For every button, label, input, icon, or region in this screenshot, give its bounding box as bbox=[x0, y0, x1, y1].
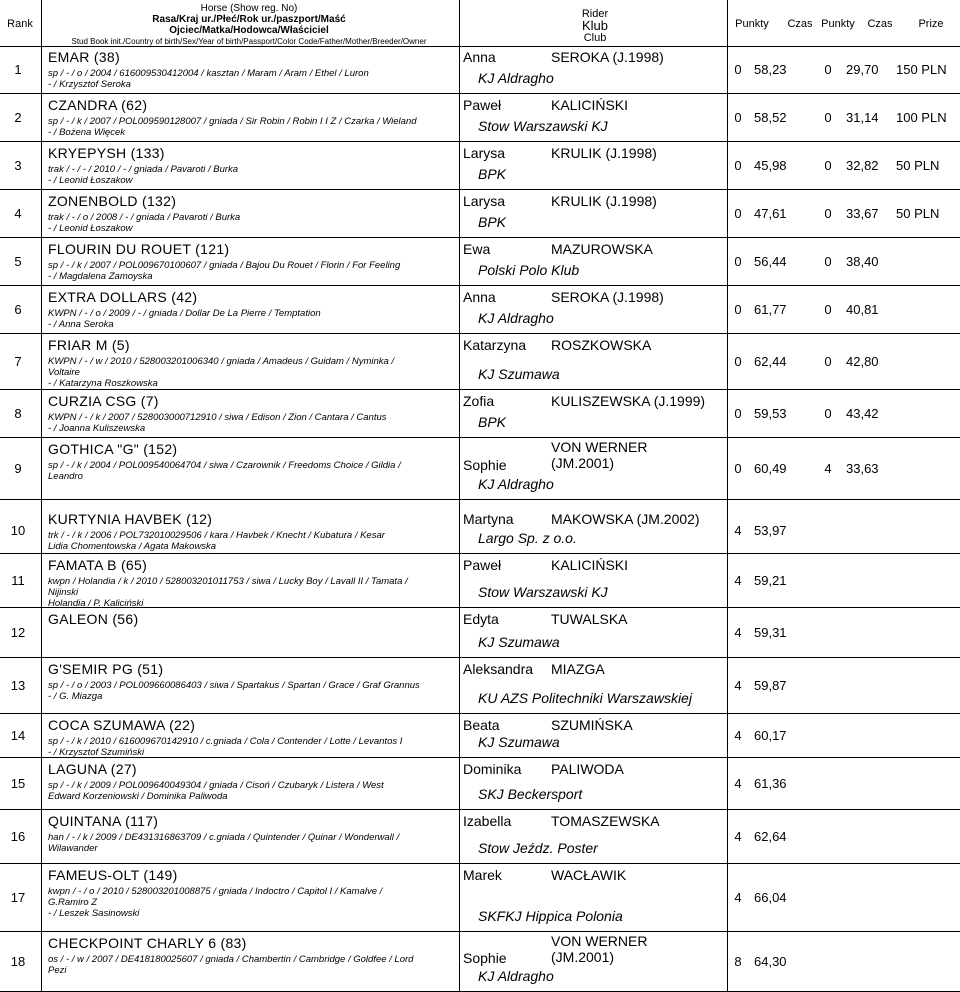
horse-details: sp / - / k / 2007 / POL009670100607 / gniada / Bajou Du Rouet / Florin / For Feeling - / Magdalena Zamoyska bbox=[48, 260, 401, 282]
header-horse-line4: Stud Book init./Country of birth/Sex/Year of birth/Passport/Color Code/Father/Mother/Breeder/Owner bbox=[71, 37, 427, 46]
horse-name: CHECKPOINT CHARLY 6 (83) bbox=[48, 935, 247, 951]
rank-cell: 14 bbox=[10, 728, 26, 743]
round1-points: 4 bbox=[734, 890, 742, 905]
rank-cell: 17 bbox=[10, 890, 26, 905]
rank-cell: 18 bbox=[10, 954, 26, 969]
header-punkty-1: Punkty bbox=[735, 18, 769, 30]
table-row bbox=[0, 864, 960, 932]
rider-last-name: WACŁAWIK bbox=[551, 867, 627, 883]
round1-points: 0 bbox=[734, 62, 742, 77]
horse-name: FAMEUS-OLT (149) bbox=[48, 867, 178, 883]
rider-first-name: Sophie bbox=[463, 457, 507, 473]
round2-time: 38,40 bbox=[846, 254, 879, 269]
round1-time: 62,64 bbox=[754, 829, 787, 844]
round1-points: 4 bbox=[734, 625, 742, 640]
round1-points: 4 bbox=[734, 829, 742, 844]
rider-first-name: Aleksandra bbox=[463, 661, 534, 677]
horse-name: FLOURIN DU ROUET (121) bbox=[48, 241, 230, 257]
round1-points: 0 bbox=[734, 302, 742, 317]
rider-last-name: MIAZGA bbox=[551, 661, 605, 677]
header-punkty-2: Punkty bbox=[821, 18, 855, 30]
round2-time: 32,82 bbox=[846, 158, 879, 173]
club-name: KJ Aldragho bbox=[478, 968, 554, 984]
horse-name: EMAR (38) bbox=[48, 49, 120, 65]
table-row bbox=[0, 758, 960, 810]
round1-points: 0 bbox=[734, 206, 742, 221]
round1-points: 4 bbox=[734, 523, 742, 538]
round1-points: 0 bbox=[734, 461, 742, 476]
rider-first-name: Zofia bbox=[463, 393, 495, 409]
rank-cell: 10 bbox=[10, 523, 26, 538]
header-club-label: Club bbox=[583, 32, 607, 44]
rider-first-name: Sophie bbox=[463, 950, 507, 966]
header-horse-line2: Rasa/Kraj ur./Płeć/Rok ur./paszport/Maść bbox=[152, 14, 346, 25]
rider-last-name: TUWALSKA bbox=[551, 611, 628, 627]
round1-time: 66,04 bbox=[754, 890, 787, 905]
table-row bbox=[0, 438, 960, 500]
club-name: KJ Szumawa bbox=[478, 634, 560, 650]
horse-details: KWPN / - / o / 2009 / - / gniada / Dollar De La Pierre / Temptation - / Anna Seroka bbox=[48, 308, 321, 330]
club-name: KU AZS Politechniki Warszawskiej bbox=[478, 690, 692, 706]
rank-cell: 15 bbox=[10, 776, 26, 791]
header-klub-label: Klub bbox=[581, 18, 609, 33]
table-row bbox=[0, 554, 960, 608]
rank-cell: 12 bbox=[10, 625, 26, 640]
horse-details: KWPN / - / k / 2007 / 528003000712910 / siwa / Edison / Zion / Cantara / Cantus - / Joanna Kuliszewska bbox=[48, 412, 387, 434]
round1-time: 59,87 bbox=[754, 678, 787, 693]
horse-details: sp / - / o / 2004 / 616009530412004 / kasztan / Maram / Aram / Ethel / Luron - / Krzysztof Seroka bbox=[48, 68, 369, 90]
horse-name: KRYEPYSH (133) bbox=[48, 145, 165, 161]
round2-time: 43,42 bbox=[846, 406, 879, 421]
round1-time: 53,97 bbox=[754, 523, 787, 538]
round1-points: 4 bbox=[734, 573, 742, 588]
horse-details: sp / - / k / 2010 / 616009670142910 / c.gniada / Cola / Contender / Lotte / Levantos I - / Krzysztof Szumiński bbox=[48, 736, 403, 758]
header-czas-2: Czas bbox=[867, 18, 893, 30]
round1-points: 0 bbox=[734, 110, 742, 125]
rider-last-name: MAKOWSKA (JM.2002) bbox=[551, 511, 700, 527]
table-row bbox=[0, 810, 960, 864]
round1-points: 4 bbox=[734, 776, 742, 791]
round1-time: 61,36 bbox=[754, 776, 787, 791]
header-prize: Prize bbox=[918, 18, 944, 30]
rider-first-name: Paweł bbox=[463, 97, 502, 113]
header-rider bbox=[460, 8, 730, 44]
round1-points: 4 bbox=[734, 728, 742, 743]
rider-last-name: VON WERNER (JM.2001) bbox=[551, 439, 648, 471]
club-name: KJ Aldragho bbox=[478, 70, 554, 86]
rank-cell: 11 bbox=[11, 573, 25, 588]
rank-cell: 16 bbox=[10, 829, 26, 844]
round1-points: 0 bbox=[734, 254, 742, 269]
header-rider-label: Rider bbox=[581, 8, 609, 20]
table-row bbox=[0, 932, 960, 992]
horse-details: kwpn / - / o / 2010 / 528003201008875 / gniada / Indoctro / Capitol I / Kamalve / G.Ramiro Z - / Leszek Sasinowski bbox=[48, 886, 383, 919]
round2-points: 0 bbox=[824, 158, 832, 173]
club-name: BPK bbox=[478, 414, 507, 430]
rank-cell: 7 bbox=[14, 354, 22, 369]
round1-time: 61,77 bbox=[754, 302, 787, 317]
rider-first-name: Marek bbox=[463, 867, 502, 883]
header-horse-line1: Horse (Show reg. No) bbox=[200, 3, 298, 14]
club-name: KJ Szumawa bbox=[478, 734, 560, 750]
round1-points: 0 bbox=[734, 406, 742, 421]
prize-amount: 150 PLN bbox=[896, 62, 947, 77]
horse-details: sp / - / o / 2003 / POL009660086403 / siwa / Spartakus / Spartan / Grace / Graf Grannus - / G. Miazga bbox=[48, 680, 420, 702]
club-name: Polski Polo Klub bbox=[478, 262, 580, 278]
rank-cell: 13 bbox=[10, 678, 26, 693]
rider-first-name: Edyta bbox=[463, 611, 499, 627]
rider-first-name: Anna bbox=[463, 49, 496, 65]
rider-first-name: Larysa bbox=[463, 145, 506, 161]
table-row bbox=[0, 508, 960, 554]
rider-last-name: KRULIK (J.1998) bbox=[551, 145, 657, 161]
prize-amount: 50 PLN bbox=[896, 206, 940, 221]
horse-details: trk / - / k / 2006 / POL732010029506 / kara / Havbek / Knecht / Kubatura / Kesar Lidia Chomentowska / Agata Makowska bbox=[48, 530, 385, 552]
horse-details: trak / - / o / 2008 / - / gniada / Pavaroti / Burka - / Leonid Łoszakow bbox=[48, 212, 241, 234]
rank-cell: 8 bbox=[14, 406, 22, 421]
horse-name: FAMATA B (65) bbox=[48, 557, 148, 573]
rank-cell: 4 bbox=[14, 206, 22, 221]
table-row bbox=[0, 286, 960, 334]
rider-first-name: Larysa bbox=[463, 193, 506, 209]
table-row bbox=[0, 390, 960, 438]
round2-time: 40,81 bbox=[846, 302, 879, 317]
rider-last-name: SZUMIŃSKA bbox=[551, 717, 633, 733]
rank-cell: 2 bbox=[14, 110, 22, 125]
horse-name: COCA SZUMAWA (22) bbox=[48, 717, 196, 733]
round1-time: 60,49 bbox=[754, 461, 787, 476]
round1-points: 8 bbox=[734, 954, 742, 969]
horse-details: sp / - / k / 2009 / POL009640049304 / gniada / Cisoń / Czubaryk / Listera / West Edward Korzeniowski / Dominika Paliwoda bbox=[48, 780, 384, 802]
club-name: Largo Sp. z o.o. bbox=[478, 530, 577, 546]
rider-last-name: ROSZKOWSKA bbox=[551, 337, 652, 353]
rider-last-name: KALICIŃSKI bbox=[551, 97, 629, 113]
horse-name: LAGUNA (27) bbox=[48, 761, 137, 777]
round2-time: 33,67 bbox=[846, 206, 879, 221]
club-name: SKFKJ Hippica Polonia bbox=[478, 908, 623, 924]
round1-points: 4 bbox=[734, 678, 742, 693]
club-name: BPK bbox=[478, 166, 507, 182]
round2-points: 0 bbox=[824, 206, 832, 221]
round1-time: 45,98 bbox=[754, 158, 787, 173]
club-name: Stow Jeźdz. Poster bbox=[478, 840, 598, 856]
horse-name: ZONENBOLD (132) bbox=[48, 193, 177, 209]
horse-details: KWPN / - / w / 2010 / 528003201006340 / gniada / Amadeus / Guidam / Nyminka / Voltaire - / Katarzyna Roszkowska bbox=[48, 356, 395, 389]
rider-first-name: Anna bbox=[463, 289, 496, 305]
round2-time: 31,14 bbox=[846, 110, 879, 125]
header-czas-1: Czas bbox=[787, 18, 813, 30]
rider-first-name: Beata bbox=[463, 717, 500, 733]
horse-details: sp / - / k / 2004 / POL009540064704 / siwa / Czarownik / Freedoms Choice / Gildia / Leandro bbox=[48, 460, 401, 482]
rider-last-name: KALICIŃSKI bbox=[551, 557, 629, 573]
rank-cell: 9 bbox=[14, 461, 22, 476]
rank-cell: 5 bbox=[14, 254, 22, 269]
rider-first-name: Ewa bbox=[463, 241, 491, 257]
table-row bbox=[0, 238, 960, 286]
round2-points: 4 bbox=[824, 461, 832, 476]
club-name: SKJ Beckersport bbox=[478, 786, 583, 802]
header-horse bbox=[44, 3, 454, 47]
club-name: BPK bbox=[478, 214, 507, 230]
horse-name: GOTHICA "G" (152) bbox=[48, 441, 178, 457]
round1-time: 47,61 bbox=[754, 206, 787, 221]
prize-amount: 50 PLN bbox=[896, 158, 940, 173]
rider-first-name: Paweł bbox=[463, 557, 502, 573]
round1-time: 64,30 bbox=[754, 954, 787, 969]
round2-points: 0 bbox=[824, 62, 832, 77]
rider-last-name: TOMASZEWSKA bbox=[551, 813, 660, 829]
horse-details: trak / - / - / 2010 / - / gniada / Pavaroti / Burka - / Leonid Łoszakow bbox=[48, 164, 239, 186]
rider-last-name: KRULIK (J.1998) bbox=[551, 193, 657, 209]
club-name: KJ Aldragho bbox=[478, 310, 554, 326]
prize-amount: 100 PLN bbox=[896, 110, 947, 125]
rider-last-name: SEROKA (J.1998) bbox=[551, 289, 664, 305]
table-row bbox=[0, 94, 960, 142]
horse-details: sp / - / k / 2007 / POL009590128007 / gniada / Sir Robin / Robin I I Z / Czarka / Wieland - / Bożena Więcek bbox=[48, 116, 417, 138]
table-row bbox=[0, 334, 960, 390]
rider-last-name: VON WERNER (JM.2001) bbox=[551, 933, 648, 965]
rider-last-name: SEROKA (J.1998) bbox=[551, 49, 664, 65]
horse-name: QUINTANA (117) bbox=[48, 813, 159, 829]
table-row bbox=[0, 46, 960, 94]
round2-points: 0 bbox=[824, 254, 832, 269]
round2-points: 0 bbox=[824, 110, 832, 125]
rider-last-name: KULISZEWSKA (J.1999) bbox=[551, 393, 706, 409]
rider-first-name: Martyna bbox=[463, 511, 514, 527]
horse-name: CURZIA CSG (7) bbox=[48, 393, 159, 409]
table-header bbox=[0, 0, 960, 47]
rank-cell: 1 bbox=[14, 62, 22, 77]
club-name: KJ Szumawa bbox=[478, 366, 560, 382]
rank-cell: 6 bbox=[14, 302, 22, 317]
round2-time: 42,80 bbox=[846, 354, 879, 369]
rider-first-name: Dominika bbox=[463, 761, 522, 777]
table-row bbox=[0, 714, 960, 758]
round2-time: 33,63 bbox=[846, 461, 879, 476]
round1-time: 56,44 bbox=[754, 254, 787, 269]
club-name: Stow Warszawski KJ bbox=[478, 584, 608, 600]
club-name: KJ Aldragho bbox=[478, 476, 554, 492]
horse-details: han / - / k / 2009 / DE431316863709 / c.gniada / Quintender / Quinar / Wonderwall / Wilawander bbox=[48, 832, 400, 854]
round1-time: 59,31 bbox=[754, 625, 787, 640]
round1-time: 58,23 bbox=[754, 62, 787, 77]
round1-time: 59,53 bbox=[754, 406, 787, 421]
rider-last-name: PALIWODA bbox=[551, 761, 624, 777]
round2-time: 29,70 bbox=[846, 62, 879, 77]
table-row bbox=[0, 658, 960, 714]
horse-details: os / - / w / 2007 / DE418180025607 / gniada / Chambertin / Cambridge / Goldfee / Lord Pezi bbox=[48, 954, 414, 976]
round2-points: 0 bbox=[824, 406, 832, 421]
rank-cell: 3 bbox=[14, 158, 22, 173]
table-row bbox=[0, 608, 960, 658]
rider-first-name: Katarzyna bbox=[463, 337, 527, 353]
horse-name: KURTYNIA HAVBEK (12) bbox=[48, 511, 213, 527]
horse-name: FRIAR M (5) bbox=[48, 337, 130, 353]
header-horse-line3: Ojciec/Matka/Hodowca/Właściciel bbox=[169, 25, 329, 36]
table-row bbox=[0, 142, 960, 190]
header-rank: Rank bbox=[7, 18, 33, 30]
round2-points: 0 bbox=[824, 354, 832, 369]
round2-points: 0 bbox=[824, 302, 832, 317]
horse-name: EXTRA DOLLARS (42) bbox=[48, 289, 198, 305]
rider-last-name: MAZUROWSKA bbox=[551, 241, 653, 257]
horse-name: GALEON (56) bbox=[48, 611, 139, 627]
table-row bbox=[0, 190, 960, 238]
round1-points: 0 bbox=[734, 354, 742, 369]
round1-points: 0 bbox=[734, 158, 742, 173]
round1-time: 59,21 bbox=[754, 573, 787, 588]
round1-time: 62,44 bbox=[754, 354, 787, 369]
round1-time: 58,52 bbox=[754, 110, 787, 125]
club-name: Stow Warszawski KJ bbox=[478, 118, 608, 134]
horse-name: G'SEMIR PG (51) bbox=[48, 661, 164, 677]
round1-time: 60,17 bbox=[754, 728, 787, 743]
horse-name: CZANDRA (62) bbox=[48, 97, 148, 113]
rider-first-name: Izabella bbox=[463, 813, 512, 829]
horse-details: kwpn / Holandia / k / 2010 / 528003201011753 / siwa / Lucky Boy / Lavall II / Tamata / Nijinski Holandia / P. Kaliciński bbox=[48, 576, 408, 609]
